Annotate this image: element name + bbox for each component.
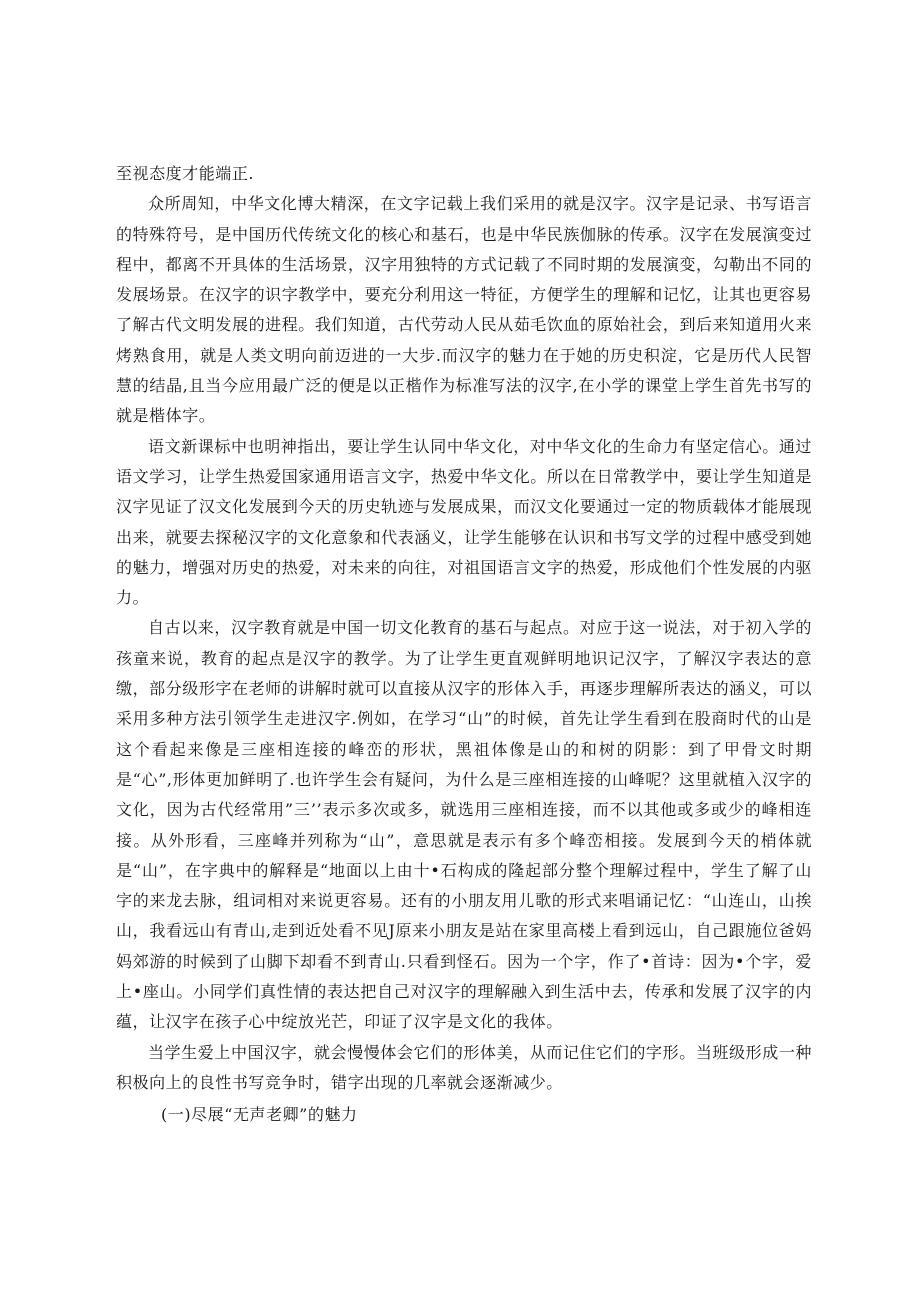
section-subheading: (一)尽展“无声老卿”的魅力: [161, 1105, 358, 1125]
paragraph-continuation: 至视态度才能端正.: [116, 164, 255, 183]
paragraph-character-education: 自古以来，汉字教育就是中国一切文化教育的基石与起点。对应于这一说法，对于初入学的孩童来说，教育的起点是汉字的教学。为了让学生更直观鲜明地识记汉字，了解汉字表达的意缴，部分级形字在老师的讲解时就可以直接从汉字的形体入手，再逐步理解所表达的涵义，可以采用多种方法引领学生走进汉字.例如，在学习“山”的时候，首先让学生看到在股商时代的山是这个看起来像是三座相连接的峰峦的形状，黑祖体像是山的和树的阴影：到了甲骨文时期是“心”,形体更加鲜明了.也许学生会有疑问，为什么是三座相连接的山峰呢？这里就植入汉字的文化，因为古代经常用”三’’表示多次或多，就选用三座相连接，而不以其他或多或少的峰相连接。从外形看，三座峰并列称为“山”，意思就是表示有多个峰峦相接。发展到今天的梢体就是“山”，在字典中的解释是“地面以上由十•石构成的隆起部分整个理解过程中，学生了解了山字的来龙去脉，组词相对来说更容易。还有的小朋友用儿歌的形式来唱诵记忆：“山连山，山挨山，我看远山有青山,走到近处看不见J原来小朋友是站在家里高楼上看到远山，自己跟施位爸妈妈郊游的时候到了山脚下却看不到青山.只看到怪石。因为一个字，作了•首诗：因为•个字，爱上•座山。小同学们真性情的表达把自己对汉字的理解融入到生活中去，传承和发展了汉字的内蕴，让汉字在孩子心中绽放光芒，印证了汉字是文化的我体。: [116, 618, 812, 1032]
paragraph-writing-competition: 当学生爱上中国汉字，就会慢慢体会它们的形体美，从而记住它们的字形。当班级形成一种积极向上的良性书写竞争时，错字出现的几率就会逐渐减少。: [116, 1042, 812, 1092]
document-body: [116, 159, 812, 1131]
paragraph-curriculum-standard: 语文新课标中也明神指出，要让学生认同中华文化，对中华文化的生命力有坚定信心。通过语文学习，让学生热爱国家通用语言文字，热爱中华文化。所以在日常教学中，要让学生知道是汉字见证了汉文化发展到今天的历史轨迹与发展成果，而汉文化要通过一定的物质载体才能展现出来，就要去探秘汉字的文化意象和代表涵义，让学生能够在认识和书写文学的过程中感受到她的魅力，增强对历史的热爱，对未来的向往，对祖国语言文字的热爱，形成他们个性发展的内驱力。: [116, 436, 812, 608]
paragraph-chinese-culture: 众所周知，中华文化博大精深，在文字记载上我们采用的就是汉字。汉字是记录、书写语言的特殊符号，是中国历代传统文化的核心和基石，也是中华民族伽脉的传承。汉字在发展演变过程中，都离不开具体的生活场景，汉字用独特的方式记载了不同时期的发展演变，勾勒出不同的发展场景。在汉字的识字教学中，要充分利用这一特征，方便学生的理解和记忆，让其也更容易了解古代文明发展的进程。我们知道，古代劳动人民从茹毛饮血的原始社会，到后来知道用火来烤熟食用，就是人类文明向前迈进的一大步.而汉字的魅力在于她的历史积淀，它是历代人民智慧的结晶,且当今应用最广泛的便是以正楷作为标准写法的汉字,在小学的课堂上学生首先书写的就是楷体字。: [116, 194, 812, 426]
